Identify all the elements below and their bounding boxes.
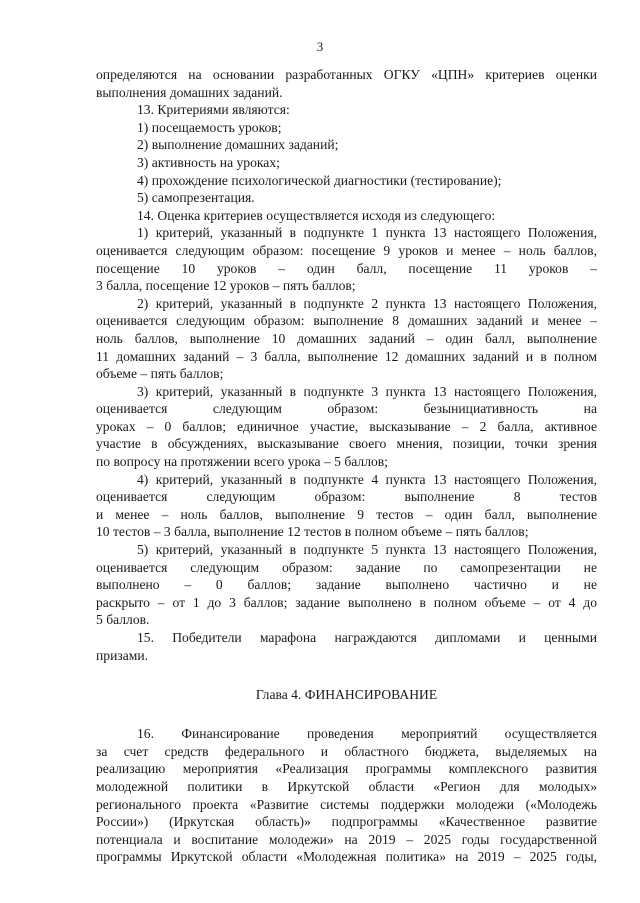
criterion-2-line: 11 домашних заданий – 3 балла, выполнение 12 домашних заданий и в полном [96, 348, 597, 364]
criteria-list-item: 3) активность на уроках; [137, 154, 280, 170]
criterion-2-line: оценивается следующим образом: выполнение 8 домашних заданий и менее – [96, 313, 597, 329]
clause-16-line: регионального проекта «Развитие системы поддержки молодежи («Молодежь [96, 796, 597, 812]
clause-13-heading: 13. Критериями являются: [137, 102, 290, 118]
clause-16-line: 16. Финансирование проведения мероприятий осуществляется [137, 726, 597, 742]
criterion-4-line: 10 тестов – 3 балла, выполнение 12 тестов в полном объеме – пять баллов; [96, 524, 529, 540]
clause-16-line: России») (Иркутская область)» подпрограммы «Качественное развитие [96, 814, 597, 830]
criteria-list-item: 2) выполнение домашних заданий; [137, 137, 339, 153]
spacer [96, 664, 597, 686]
criterion-2-line: 2) критерий, указанный в подпункте 2 пункта 13 настоящего Положения, [137, 295, 597, 311]
criterion-1-line: 3 балла, посещение 12 уроков – пять баллов; [96, 278, 356, 294]
criterion-5-line: оценивается следующим образом: задание по самопрезентации не [96, 559, 597, 575]
criterion-1-line: оценивается следующим образом: посещение 9 уроков и менее – ноль баллов, [96, 242, 597, 258]
criterion-5-line: раскрыто – от 1 до 3 баллов; задание выполнено в полном объеме – от 4 до [96, 594, 597, 610]
criterion-3-line: оценивается следующим образом: безынициативность на [96, 401, 597, 417]
clause-16-line: реализацию мероприятия «Реализация программы комплексного развития [96, 761, 597, 777]
text-line: определяются на основании разработанных ОГКУ «ЦПН» критериев оценки [96, 67, 597, 82]
page-number: 3 [316, 39, 324, 54]
criteria-list-item: 1) посещаемость уроков; [137, 119, 282, 135]
clause-16-line: программы Иркутской области «Молодежная политика» на 2019 – 2025 годы, [96, 849, 597, 865]
text-line: выполнения домашних заданий. [96, 84, 283, 100]
spacer [96, 704, 597, 725]
criterion-1-line: посещение 10 уроков – один балл, посещение 11 уроков – [96, 260, 597, 276]
clause-16-line: потенциала и воспитание молодежи» на 2019 – 2025 годы государственной [96, 831, 597, 847]
chapter-heading: Глава 4. ФИНАНСИРОВАНИЕ [255, 687, 438, 703]
clause-14-heading: 14. Оценка критериев осуществляется исходя из следующего: [137, 207, 496, 223]
criteria-list-item: 4) прохождение психологической диагностики (тестирование); [137, 172, 502, 188]
criterion-3-line: участие в обсуждениях, высказывание своего мнения, позиции, точки зрения [96, 436, 597, 452]
criterion-3-line: уроках – 0 баллов; единичное участие, высказывание – 2 балла, активное [96, 418, 597, 434]
clause-16-line: за счет средств федерального и областного бюджета, выделяемых на [96, 743, 597, 759]
criterion-5-line: 5) критерий, указанный в подпункте 5 пункта 13 настоящего Положения, [137, 542, 597, 558]
clause-16-line: молодежной политики в Иркутской области «Регион для молодых» [96, 778, 597, 794]
criterion-5-line: выполнено – 0 баллов; задание выполнено частично и не [96, 577, 597, 593]
criterion-4-line: и менее – ноль баллов, выполнение 9 тестов – один балл, выполнение [96, 506, 597, 522]
criterion-2-line: ноль баллов, выполнение 10 домашних заданий – один балл, выполнение [96, 330, 597, 346]
criterion-3-line: 3) критерий, указанный в подпункте 3 пункта 13 настоящего Положения, [137, 383, 597, 399]
criteria-list-item: 5) самопрезентация. [137, 190, 255, 206]
criterion-4-line: оценивается следующим образом: выполнение 8 тестов [96, 489, 597, 505]
clause-15-line: 15. Победители марафона награждаются дипломами и ценными [137, 630, 597, 645]
clause-15-line: призами. [96, 647, 149, 663]
criterion-3-line: по вопросу на протяжении всего урока – 5 баллов; [96, 454, 388, 470]
criterion-1-line: 1) критерий, указанный в подпункте 1 пункта 13 настоящего Положения, [137, 225, 597, 241]
document-body [96, 66, 597, 866]
criterion-2-line: объеме – пять баллов; [96, 366, 224, 382]
criterion-5-line: 5 баллов. [96, 612, 150, 628]
criterion-4-line: 4) критерий, указанный в подпункте 4 пункта 13 настоящего Положения, [137, 471, 597, 487]
